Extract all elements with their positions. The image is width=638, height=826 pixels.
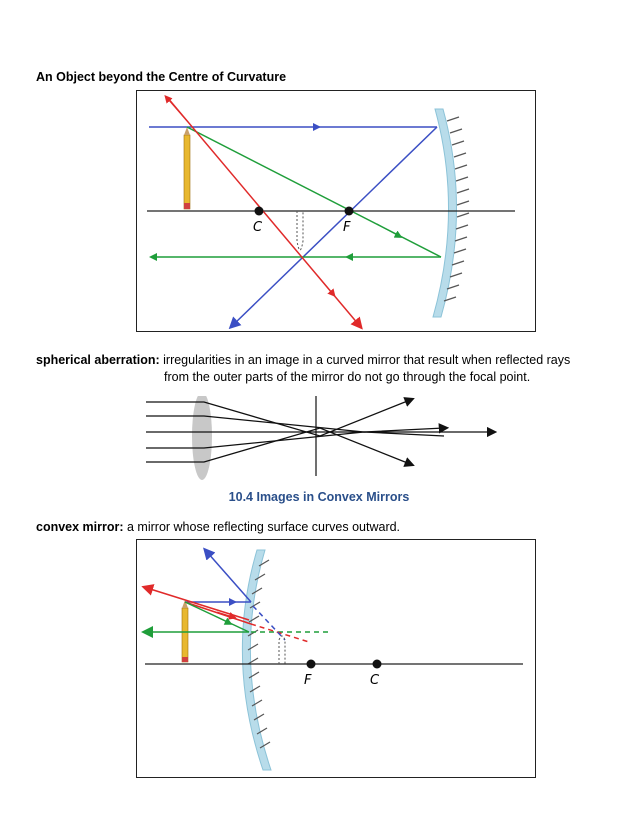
label-c: C	[370, 673, 380, 688]
red-ray-incident	[185, 602, 251, 624]
red-virtual-extension	[251, 624, 309, 642]
label-f: F	[304, 673, 312, 688]
spherical-aberration-diagram	[134, 396, 514, 486]
concave-mirror	[433, 109, 457, 317]
convex-mirror-diagram	[136, 539, 536, 778]
ray-5	[146, 428, 410, 464]
ray-diagram-svg	[137, 91, 535, 331]
blue-virtual-extension	[253, 606, 285, 640]
concave-mirror-diagram	[136, 90, 536, 332]
virtual-image	[279, 636, 285, 664]
point-c	[373, 660, 382, 669]
label-f: F	[343, 220, 351, 235]
label-c: C	[253, 220, 263, 235]
definition-spherical-aberration	[36, 352, 596, 386]
definition-convex-mirror	[36, 519, 400, 536]
blue-ray-reflected	[233, 127, 437, 325]
point-c	[255, 207, 264, 216]
convex-mirror	[242, 550, 271, 770]
lens	[192, 396, 212, 480]
ray-2	[146, 416, 444, 432]
term-convex-mirror: convex mirror:	[36, 520, 124, 534]
convex-ray-diagram-svg	[137, 540, 535, 777]
definition-text: a mirror whose reflecting surface curves outward.	[123, 520, 401, 534]
definition-text-line2: from the outer parts of the mirror do not go through the focal point.	[164, 370, 531, 384]
definition-text-line1: irregularities in an image in a curved mirror that result when reflected rays	[159, 353, 571, 367]
section-title: 10.4 Images in Convex Mirrors	[228, 490, 410, 504]
green-ray-incident	[187, 127, 441, 257]
point-f	[345, 207, 354, 216]
pencil-object	[182, 608, 188, 662]
real-image	[297, 211, 303, 250]
section-heading: An Object beyond the Centre of Curvature	[36, 70, 287, 84]
point-f	[307, 660, 316, 669]
pencil-object	[184, 135, 190, 209]
aberration-svg	[134, 396, 514, 486]
ray-1	[146, 400, 410, 436]
term-spherical-aberration: spherical aberration:	[36, 353, 160, 367]
red-ray-reflected	[147, 588, 249, 620]
blue-ray-reflected	[207, 552, 251, 602]
ray-4	[146, 432, 444, 448]
